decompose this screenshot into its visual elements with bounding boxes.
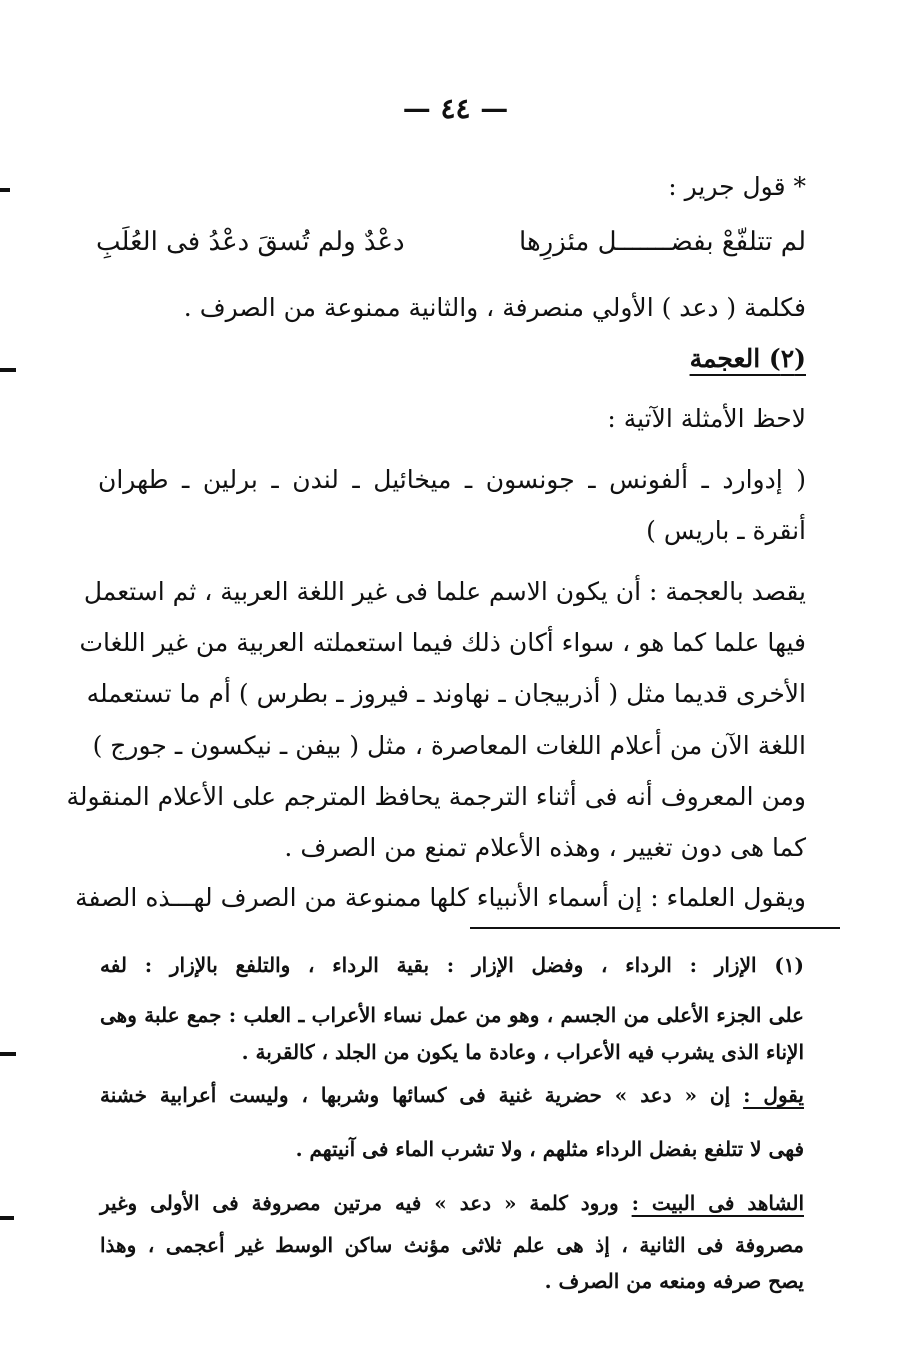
evidence-text: ورود كلمة « دعد » فيه مرتين مصروفة فى الأولى وغير	[100, 1191, 619, 1215]
poem-verse-second-hemistich: دعْدٌ ولم تُسقَ دعْدُ فى العُلَبِ	[96, 227, 405, 257]
footnote-evidence-line	[100, 1188, 804, 1218]
definition-line: الأخرى قديما مثل ( أذربيجان ـ نهاوند ـ فيروز ـ بطرس ) أم ما تستعمله	[86, 679, 806, 708]
evidence-label: الشاهد فى البيت :	[631, 1191, 804, 1215]
footnote-meaning-line: فهى لا تتلفع بفضل الرداء مثلهم ، ولا تشرب الماء فى آنيتهم .	[295, 1137, 804, 1161]
poem-explanation: فكلمة ( دعد ) الأولي منصرفة ، والثانية ممنوعة من الصرف .	[183, 293, 806, 322]
definition-line: فيها علما كما هو ، سواء أكان ذلك فيما استعملته العربية من غير اللغات	[79, 628, 806, 657]
footnote-vocab-line: على الجزء الأعلى من الجسم ، وهو من عمل نساء الأعراب ـ العلب : جمع علبة وهى	[100, 1003, 804, 1027]
footnote-vocab-line: (١) الإزار : الرداء ، وفضل الإزار : بقية الرداء ، والتلفع بالإزار : لفه	[100, 953, 804, 977]
definition-line: اللغة الآن من أعلام اللغات المعاصرة ، مثل ( بيفن ـ نيكسون ـ جورج )	[92, 731, 806, 760]
poem-intro: * قول جرير :	[668, 172, 806, 201]
translation-line: ومن المعروف أنه فى أثناء الترجمة يحافظ المترجم على الأعلام المنقولة	[66, 782, 806, 811]
definition-line: يقصد بالعجمة : أن يكون الاسم علما فى غير اللغة العربية ، ثم استعمل	[83, 577, 806, 606]
footnote-meaning-line	[100, 1080, 804, 1110]
footnote-vocab-line: الإناء الذى يشرب فيه الأعراب ، وعادة ما يكون من الجلد ، كالقربة .	[241, 1040, 804, 1064]
footnote-separator	[470, 927, 840, 929]
translation-line: كما هى دون تغيير ، وهذه الأعلام تمنع من الصرف .	[284, 833, 806, 862]
section-heading: (٢) العجمة	[689, 344, 806, 373]
scan-edge-mark	[0, 1216, 14, 1220]
prophets-line: ويقول العلماء : إن أسماء الأنبياء كلها ممنوعة من الصرف لهـــذه الصفة	[75, 883, 806, 912]
poem-verse-first-hemistich: لم تتلفّعْ بفضـــــــل مئزرِها	[519, 227, 806, 257]
page-number: — ٤٤ —	[402, 92, 509, 125]
examples-line-2: أنقرة ـ باريس )	[646, 516, 806, 545]
scan-edge-mark	[0, 1052, 16, 1056]
examples-line-1: ( إدوارد ـ ألفونس ـ جونسون ـ ميخائيل ـ لندن ـ برلين ـ طهران	[98, 465, 806, 494]
meaning-label: يقول :	[743, 1083, 804, 1107]
footnote-evidence-line: يصح صرفه ومنعه من الصرف .	[544, 1269, 804, 1293]
footnote-evidence-line: مصروفة فى الثانية ، إذ هى علم ثلاثى مؤنث ساكن الوسط غير أعجمى ، وهذا	[100, 1233, 804, 1257]
examples-intro: لاحظ الأمثلة الآتية :	[607, 404, 806, 433]
scan-edge-mark	[0, 368, 16, 372]
meaning-text: إن « دعد » حضرية غنية فى كسائها وشربها ، وليست أعرابية خشنة	[100, 1083, 731, 1107]
scan-edge-mark	[0, 188, 10, 192]
